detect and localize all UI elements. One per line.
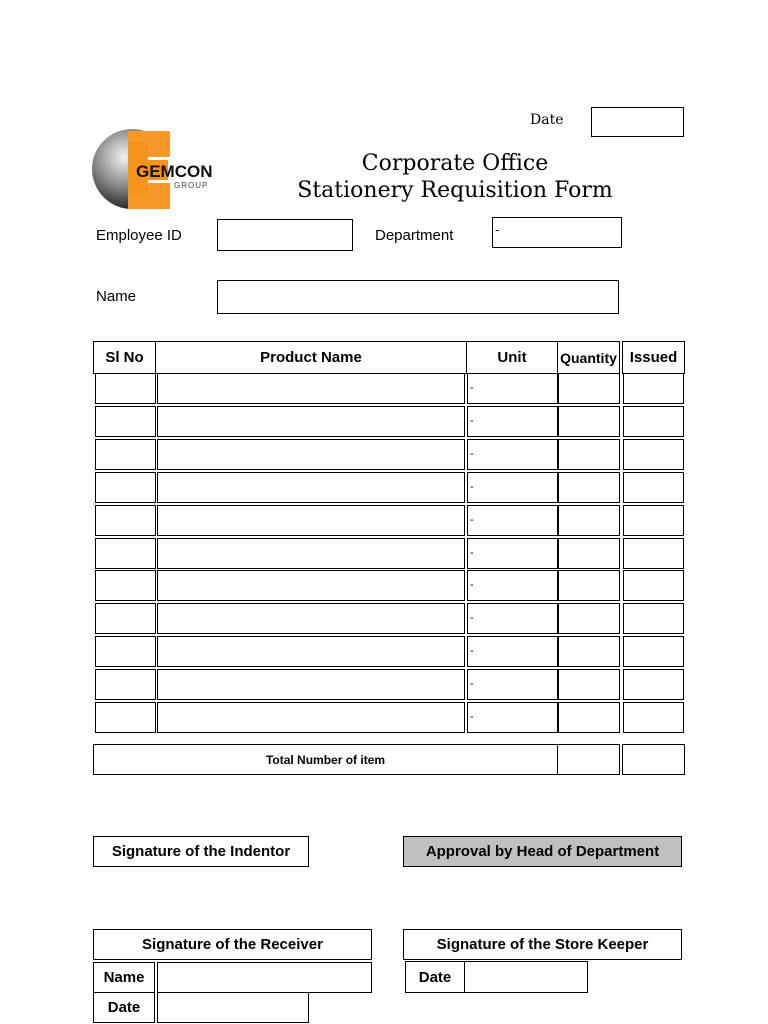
logo-sub: GROUP (174, 181, 209, 190)
cell-product-name[interactable] (157, 406, 465, 437)
cell-issued[interactable] (623, 406, 684, 437)
unit-placeholder: - (470, 513, 474, 526)
cell-quantity[interactable] (558, 570, 620, 601)
cell-issued[interactable] (623, 702, 684, 733)
cell-product-name[interactable] (157, 439, 465, 470)
unit-placeholder: - (470, 579, 474, 592)
cell-quantity[interactable] (558, 472, 620, 503)
cell-product-name[interactable] (157, 603, 465, 634)
cell-issued[interactable] (623, 538, 684, 569)
cell-product-name[interactable] (157, 373, 465, 404)
cell-sl-no[interactable] (95, 702, 156, 733)
cell-quantity[interactable] (558, 603, 620, 634)
form-title (290, 150, 620, 204)
date-label: Date (530, 112, 564, 128)
cell-unit[interactable] (467, 570, 558, 601)
cell-issued[interactable] (623, 570, 684, 601)
cell-unit[interactable] (467, 669, 558, 700)
unit-placeholder: - (470, 645, 474, 658)
unit-placeholder: - (470, 612, 474, 625)
cell-quantity[interactable] (558, 669, 620, 700)
unit-placeholder: - (470, 480, 474, 493)
cell-unit[interactable] (467, 472, 558, 503)
cell-unit[interactable] (467, 603, 558, 634)
col-sl-no: Sl No (93, 341, 156, 374)
cell-quantity[interactable] (558, 373, 620, 404)
name-field[interactable] (217, 280, 619, 314)
cell-unit[interactable] (467, 702, 558, 733)
receiver-date-label: Date (93, 992, 155, 1023)
cell-sl-no[interactable] (95, 603, 156, 634)
store-date-label: Date (405, 961, 465, 993)
cell-sl-no[interactable] (95, 472, 156, 503)
receiver-name-field[interactable] (157, 962, 372, 993)
cell-issued[interactable] (623, 373, 684, 404)
receiver-signature[interactable]: Signature of the Receiver (93, 929, 372, 960)
title-line-1: Corporate Office (361, 151, 549, 176)
col-product-name: Product Name (155, 341, 467, 374)
department-label: Department (375, 227, 454, 244)
cell-product-name[interactable] (157, 636, 465, 667)
unit-placeholder: - (470, 711, 474, 723)
cell-product-name[interactable] (157, 538, 465, 569)
unit-placeholder: - (470, 382, 474, 394)
cell-quantity[interactable] (558, 538, 620, 569)
receiver-date-field[interactable] (157, 992, 309, 1023)
department-field[interactable]: - (492, 217, 622, 248)
cell-unit[interactable] (467, 373, 558, 404)
cell-unit[interactable] (467, 538, 558, 569)
cell-unit[interactable] (467, 406, 558, 437)
cell-sl-no[interactable] (95, 505, 156, 536)
cell-issued[interactable] (623, 505, 684, 536)
cell-quantity[interactable] (558, 636, 620, 667)
employee-id-label: Employee ID (96, 227, 182, 244)
cell-sl-no[interactable] (95, 570, 156, 601)
gemcon-logo (92, 127, 232, 212)
title-line-2: Stationery Requisition Form (297, 178, 613, 203)
total-quantity-field[interactable] (557, 744, 620, 775)
receiver-name-label: Name (93, 962, 155, 993)
indentor-signature[interactable]: Signature of the Indentor (93, 836, 309, 867)
unit-placeholder: - (470, 546, 474, 559)
cell-product-name[interactable] (157, 472, 465, 503)
col-issued: Issued (622, 341, 685, 374)
cell-sl-no[interactable] (95, 439, 156, 470)
col-unit: Unit (466, 341, 558, 374)
approval-head-department[interactable]: Approval by Head of Department (403, 836, 682, 867)
cell-unit[interactable] (467, 439, 558, 470)
cell-issued[interactable] (623, 669, 684, 700)
cell-product-name[interactable] (157, 702, 465, 733)
cell-product-name[interactable] (157, 669, 465, 700)
cell-sl-no[interactable] (95, 373, 156, 404)
cell-quantity[interactable] (558, 505, 620, 536)
employee-id-field[interactable] (217, 219, 353, 251)
date-field[interactable] (591, 107, 684, 137)
store-date-field[interactable] (464, 961, 588, 993)
name-label: Name (96, 288, 137, 305)
cell-sl-no[interactable] (95, 406, 156, 437)
cell-quantity[interactable] (558, 406, 620, 437)
store-keeper-signature[interactable]: Signature of the Store Keeper (403, 929, 682, 960)
cell-sl-no[interactable] (95, 636, 156, 667)
cell-product-name[interactable] (157, 505, 465, 536)
logo-name: GEMCON (136, 162, 213, 181)
cell-quantity[interactable] (558, 439, 620, 470)
total-issued-field[interactable] (622, 744, 685, 775)
cell-issued[interactable] (623, 636, 684, 667)
cell-unit[interactable] (467, 636, 558, 667)
unit-placeholder: - (470, 414, 474, 427)
cell-unit[interactable] (467, 505, 558, 536)
cell-issued[interactable] (623, 603, 684, 634)
unit-placeholder: - (470, 447, 474, 460)
cell-issued[interactable] (623, 472, 684, 503)
cell-quantity[interactable] (558, 702, 620, 733)
cell-product-name[interactable] (157, 570, 465, 601)
cell-issued[interactable] (623, 439, 684, 470)
unit-placeholder: - (470, 678, 474, 691)
cell-sl-no[interactable] (95, 538, 156, 569)
total-label: Total Number of item (93, 744, 558, 775)
cell-sl-no[interactable] (95, 669, 156, 700)
col-quantity: Quantity (557, 341, 620, 374)
